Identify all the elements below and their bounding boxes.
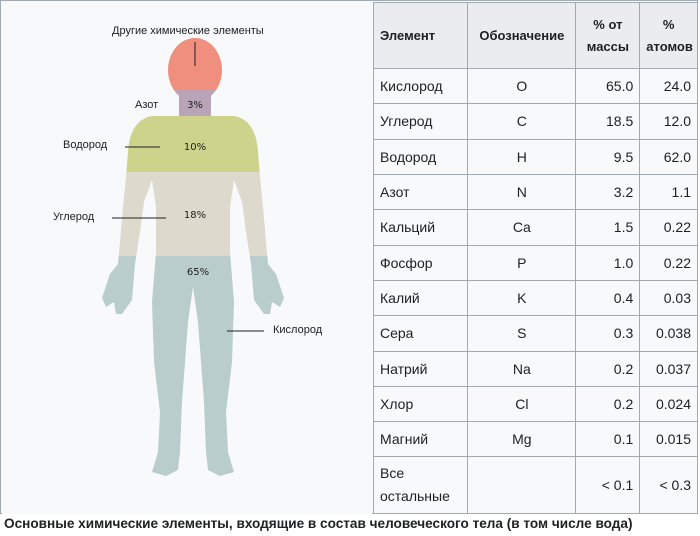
callout-other: Другие химические элементы [112,25,264,37]
cell-atoms: 0.024 [640,386,698,421]
cell-mass: < 0.1 [576,457,640,514]
table-row [374,457,698,514]
cell-atoms: 0.037 [640,351,698,386]
percent-hydrogen: 10% [183,142,207,153]
cell-atoms: 0.015 [640,422,698,457]
cell-symbol: Mg [468,422,576,457]
cell-atoms: 1.1 [640,174,698,209]
cell-mass: 0.2 [576,351,640,386]
cell-element: Все остальные [374,457,468,514]
cell-element: Водород [374,139,468,174]
cell-symbol: Cl [468,386,576,421]
cell-mass: 1.0 [576,245,640,280]
table-row [374,210,698,245]
cell-atoms: 62.0 [640,139,698,174]
elements-table [373,2,698,514]
table-row [374,104,698,139]
cell-atoms: 0.22 [640,210,698,245]
cell-atoms: 24.0 [640,69,698,104]
percent-oxygen: 65% [186,267,210,278]
cell-symbol: N [468,174,576,209]
table-row [374,422,698,457]
cell-symbol [468,457,576,514]
table-header-row [374,3,698,69]
cell-atoms: 12.0 [640,104,698,139]
band-oxygen [92,256,292,486]
cell-symbol: O [468,69,576,104]
table-row [374,174,698,209]
callout-carbon: Углерод [53,211,95,223]
cell-mass: 0.3 [576,316,640,351]
table-row [374,139,698,174]
cell-symbol: Ca [468,210,576,245]
percent-nitrogen: 3% [187,100,203,111]
cell-atoms: 0.22 [640,245,698,280]
cell-mass: 3.2 [576,174,640,209]
cell-mass: 9.5 [576,139,640,174]
cell-symbol: S [468,316,576,351]
body-composition-figure [2,2,372,514]
table-row [374,386,698,421]
cell-symbol: Na [468,351,576,386]
cell-mass: 0.2 [576,386,640,421]
cell-element: Кислород [374,69,468,104]
cell-element: Калий [374,280,468,315]
cell-symbol: P [468,245,576,280]
cell-mass: 0.1 [576,422,640,457]
header-element: Элемент [374,3,468,69]
cell-element: Кальций [374,210,468,245]
cell-symbol: C [468,104,576,139]
callout-oxygen: Кислород [273,324,323,336]
table-row [374,280,698,315]
cell-mass: 65.0 [576,69,640,104]
callout-nitrogen: Азот [135,99,159,111]
table-row [374,351,698,386]
cell-mass: 0.4 [576,280,640,315]
header-symbol: Обозначение [468,3,576,69]
table-row [374,316,698,351]
table-row [374,245,698,280]
cell-symbol: H [468,139,576,174]
cell-element: Магний [374,422,468,457]
percent-carbon: 18% [183,210,207,221]
callout-hydrogen: Водород [63,139,108,151]
cell-element: Натрий [374,351,468,386]
human-body-illustration [2,2,372,514]
cell-mass: 18.5 [576,104,640,139]
header-mass: % от массы [576,3,640,69]
cell-atoms: < 0.3 [640,457,698,514]
cell-element: Фосфор [374,245,468,280]
cell-mass: 1.5 [576,210,640,245]
cell-element: Хлор [374,386,468,421]
cell-symbol: K [468,280,576,315]
elements-table-wrapper [373,2,698,514]
cell-element: Азот [374,174,468,209]
header-atoms: % атомов [640,3,698,69]
figure-caption: Основные химические элементы, входящие в состав человеческого тела (в том числе вода) [4,516,633,531]
cell-atoms: 0.038 [640,316,698,351]
cell-element: Углерод [374,104,468,139]
band-other [92,32,292,90]
cell-element: Сера [374,316,468,351]
cell-atoms: 0.03 [640,280,698,315]
table-row [374,69,698,104]
